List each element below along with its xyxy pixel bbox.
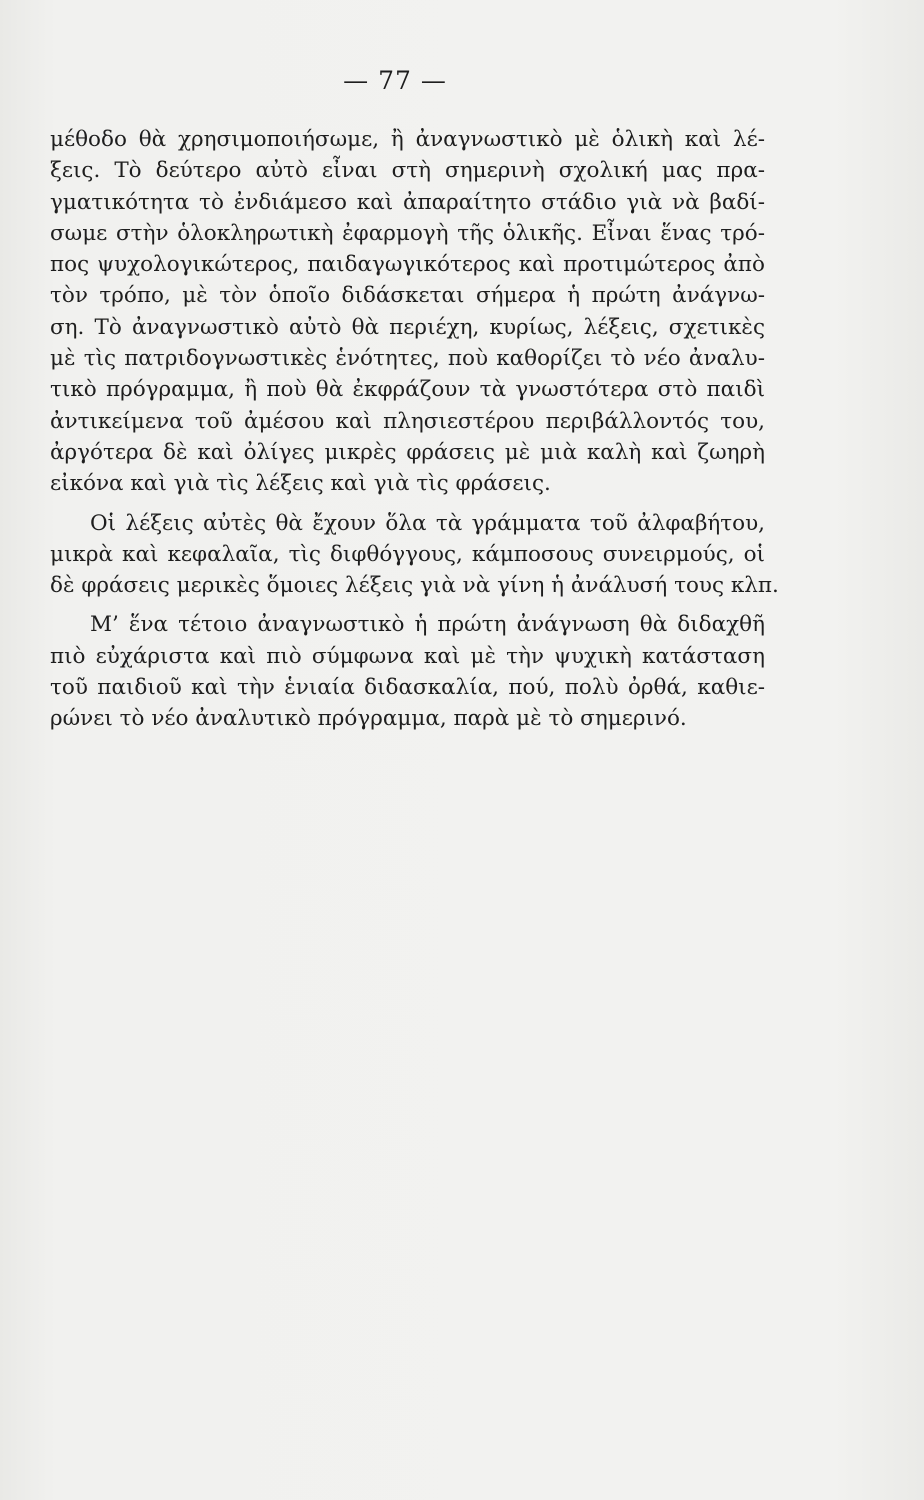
page-number: — 77 — (343, 66, 447, 95)
text-line: τὸν τρόπο, μὲ τὸν ὁποῖο διδάσκεται σήμερα ἡ πρώτη ἀνάγνω- (50, 283, 765, 309)
text-line: μὲ τὶς πατριδογνωστικὲς ἑνότητες, ποὺ καθορίζει τὸ νέο ἀναλυ- (50, 346, 765, 372)
text-line: ρώνει τὸ νέο ἀναλυτικὸ πρόγραμμα, παρὰ μὲ τὸ σημερινό. (50, 706, 687, 732)
text-line: σωμε στὴν ὁλοκληρωτικὴ ἐφαρμογὴ τῆς ὁλικῆς. Εἶναι ἕνας τρό- (50, 220, 765, 246)
text-line: δὲ φράσεις μερικὲς ὅμοιες λέξεις γιὰ νὰ γίνη ἡ ἀνάλυσή τους κλπ. (50, 573, 779, 599)
text-line: τικὸ πρόγραμμα, ἢ ποὺ θὰ ἐκφράζουν τὰ γνωστότερα στὸ παιδὶ (50, 377, 765, 403)
text-line: ἀργότερα δὲ καὶ ὀλίγες μικρὲς φράσεις μὲ μιὰ καλὴ καὶ ζωηρὴ (50, 439, 765, 465)
text-line: πος ψυχολογικώτερος, παιδαγωγικότερος καὶ προτιμώτερος ἀπὸ (50, 252, 765, 278)
paragraph-3 (50, 609, 765, 734)
paragraph-2 (50, 508, 779, 602)
text-line: Οἱ λέξεις αὐτὲς θὰ ἔχουν ὅλα τὰ γράμματα τοῦ ἀλφαβήτου, (90, 510, 765, 536)
text-line: Μ’ ἕνα τέτοιο ἀναγνωστικὸ ἡ πρώτη ἀνάγνωση θὰ διδαχθῆ (90, 612, 765, 638)
text-line: ξεις. Τὸ δεύτερο αὐτὸ εἶναι στὴ σημερινὴ σχολική μας πρα- (50, 158, 765, 184)
paragraph-gap (50, 601, 765, 609)
text-line: ση. Τὸ ἀναγνωστικὸ αὐτὸ θὰ περιέχη, κυρίως, λέξεις, σχετικὲς (50, 314, 765, 340)
paragraph-gap (50, 500, 765, 508)
paragraph-1 (50, 124, 765, 500)
text-line: εἰκόνα καὶ γιὰ τὶς λέξεις καὶ γιὰ τὶς φράσεις. (50, 471, 551, 497)
text-line: ἀντικείμενα τοῦ ἀμέσου καὶ πλησιεστέρου περιβάλλοντός του, (50, 408, 765, 434)
text-line: μικρὰ καὶ κεφαλαῖα, τὶς διφθόγγους, κάμποσους συνειρμούς, οἱ (50, 541, 765, 567)
text-line: γματικότητα τὸ ἐνδιάμεσο καὶ ἀπαραίτητο στάδιο γιὰ νὰ βαδί- (50, 189, 765, 215)
text-line: πιὸ εὐχάριστα καὶ πιὸ σύμφωνα καὶ μὲ τὴν ψυχικὴ κατάσταση (50, 643, 765, 669)
text-line: μέθοδο θὰ χρησιμοποιήσωμε, ἢ ἀναγνωστικὸ μὲ ὁλικὴ καὶ λέ- (50, 127, 765, 152)
body-text (50, 124, 779, 735)
text-line: τοῦ παιδιοῦ καὶ τὴν ἑνιαία διδασκαλία, πού, πολὺ ὀρθά, καθιε- (50, 675, 765, 701)
